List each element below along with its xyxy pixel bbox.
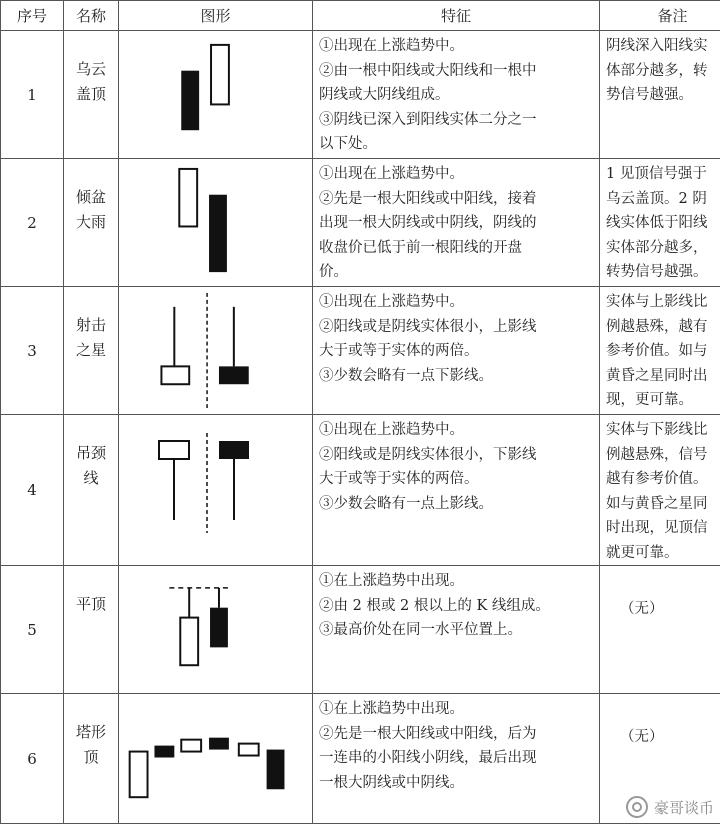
pattern-feature: ①在上涨趋势中出现。 ②由 2 根或 2 根以上的 K 线组成。 ③最高价处在同一水平位置上。 (313, 566, 600, 694)
white-candle (180, 618, 198, 666)
black-candle (209, 195, 227, 272)
pattern-figure (119, 31, 313, 159)
header-figure: 图形 (119, 1, 313, 31)
header-feature: 特征 (313, 1, 600, 31)
pattern-name: 乌云 盖顶 (64, 31, 119, 159)
white-candle (159, 441, 189, 459)
pattern-figure (119, 159, 313, 287)
pattern-feature: ①出现在上涨趋势中。 ②由一根中阳线或大阳线和一根中 阴线或大阴线组成。 ③阴线已深入到阳线实体二分之一 以下处。 (313, 31, 600, 159)
row-number: 3 (1, 287, 64, 415)
black-candle (219, 441, 249, 459)
pattern-note: 实体与上影线比 例越悬殊，越有 参考价值。如与 黄昏之星同时出 现，更可靠。 (600, 287, 720, 415)
table-row (1, 415, 720, 566)
table-row (1, 566, 720, 694)
pattern-name: 平顶 (64, 566, 119, 694)
dark-cloud-cover-figure (119, 31, 312, 158)
pattern-figure (119, 694, 313, 824)
white-candle (161, 366, 189, 384)
table-row (1, 31, 720, 159)
flat-top-figure (119, 566, 312, 693)
black-candle (219, 366, 249, 384)
header-num: 序号 (1, 1, 64, 31)
pattern-name: 塔形 顶 (64, 694, 119, 824)
row-number: 4 (1, 415, 64, 566)
black-candle (209, 738, 229, 750)
pattern-name: 倾盆 大雨 (64, 159, 119, 287)
hanging-man-figure (119, 415, 312, 565)
pattern-feature: ①出现在上涨趋势中。 ②阳线或是阴线实体很小，上影线 大于或等于实体的两倍。 ③少数会略有一点下影线。 (313, 287, 600, 415)
white-candle (130, 752, 148, 798)
pattern-note: （无） (600, 566, 720, 694)
white-candle (181, 740, 201, 752)
pattern-figure (119, 415, 313, 566)
row-number: 5 (1, 566, 64, 694)
row-number: 2 (1, 159, 64, 287)
pattern-feature: ①出现在上涨趋势中。 ②阳线或是阴线实体很小，下影线 大于或等于实体的两倍。 ③少数会略有一点上影线。 (313, 415, 600, 566)
pattern-note: 实体与下影线比 例越悬殊，信号 越有参考价值。 如与黄昏之星同 时出现，见顶信 就更可靠。 (600, 415, 720, 566)
white-candle (211, 45, 229, 105)
shooting-star-figure (119, 287, 312, 414)
tower-top-figure (119, 694, 312, 823)
row-number: 1 (1, 31, 64, 159)
table-row (1, 694, 720, 824)
pattern-name: 吊颈 线 (64, 415, 119, 566)
pattern-name: 射击 之星 (64, 287, 119, 415)
white-candle (179, 169, 197, 227)
header-name: 名称 (64, 1, 119, 31)
pattern-figure (119, 566, 313, 694)
row-number: 6 (1, 694, 64, 824)
white-candle (239, 744, 259, 756)
black-candle (210, 608, 228, 648)
black-candle (267, 750, 285, 790)
black-candle (181, 71, 199, 131)
pattern-feature: ①出现在上涨趋势中。 ②先是一根大阳线或中阳线，接着 出现一根大阴线或中阴线，阴线的 收盘价已低于前一根阳线的开盘 价。 (313, 159, 600, 287)
pattern-note: 1 见顶信号强于 乌云盖顶。2 阴 线实体低于阳线 实体部分越多， 转势信号越强。 (600, 159, 720, 287)
table-row (1, 159, 720, 287)
table-row (1, 287, 720, 415)
black-candle (154, 746, 174, 758)
pattern-note: 阴线深入阳线实 体部分越多，转 势信号越强。 (600, 31, 720, 159)
header-row (1, 1, 720, 31)
header-note: 备注 (600, 1, 720, 31)
piercing-rain-figure (119, 159, 312, 286)
channel-logo-icon (626, 796, 648, 818)
watermark (626, 796, 714, 818)
pattern-note: （无） (600, 694, 720, 824)
watermark-text: 豪哥谈币 (654, 797, 714, 818)
pattern-feature: ①在上涨趋势中出现。 ②先是一根大阳线或中阳线，后为 一连串的小阳线小阴线，最后出现 一根大阴线或中阴线。 (313, 694, 600, 824)
pattern-figure (119, 287, 313, 415)
